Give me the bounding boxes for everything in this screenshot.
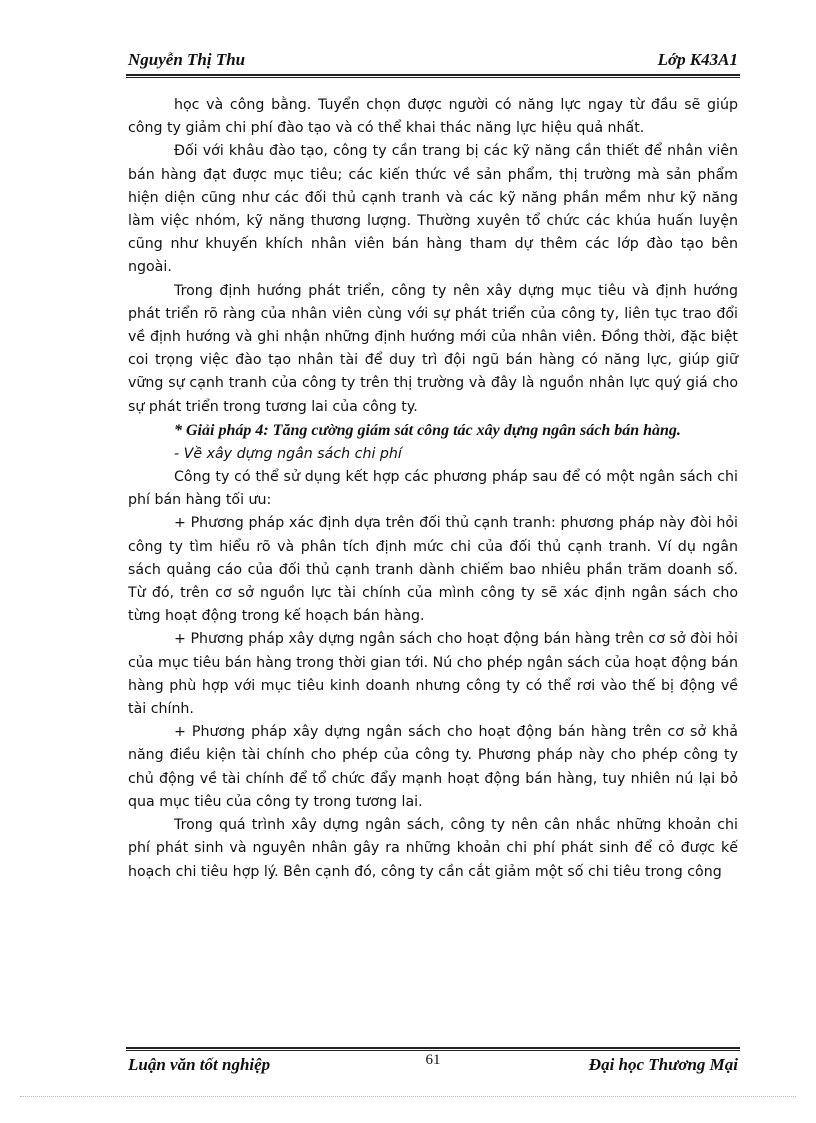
paragraph-7: + Phương pháp xây dựng ngân sách cho hoạt động bán hàng trên cơ sở khả năng điều kiện tài chính cho phép của công ty. Phương pháp này cho phép công ty chủ động về tài chính để tổ chức đẩy mạnh hoạt động bán hàng, tuy nhiên nú lại bỏ qua mục tiêu của công ty trong tương lai.	[128, 724, 738, 810]
page-header	[128, 50, 738, 74]
header-rule	[126, 74, 740, 78]
paragraph-1: học và công bằng. Tuyển chọn được người có năng lực ngay từ đầu sẽ giúp công ty giảm chi phí đào tạo và có thể khai thác năng lực hiệu quả nhất.	[128, 97, 738, 137]
paragraph-5: + Phương pháp xác định dựa trên đối thủ cạnh tranh: phương pháp này đòi hỏi công ty tìm hiểu rõ và phân tích định mức chi của đối thủ cạnh tranh. Ví dụ ngân sách quảng cáo của đối thủ cạnh tranh dành chiếm bao nhiêu phần trăm doanh số. Từ đó, trên cơ sở nguồn lực tài chính của mình công ty sẽ xác định ngân sách cho từng hoạt động trong kế hoạch bán hàng.	[128, 515, 738, 625]
page-number: 61	[425, 1052, 441, 1068]
page-body	[128, 94, 738, 884]
footer-thesis-label: Luận văn tốt nghiệp	[128, 1055, 271, 1074]
footer-university: Đại học Thương Mại	[588, 1055, 738, 1074]
header-author: Nguyễn Thị Thu	[128, 50, 246, 69]
page-edge-dotted-line	[20, 1096, 796, 1097]
paragraph-4: Công ty có thể sử dụng kết hợp các phương pháp sau để có một ngân sách chi phí bán hàng tối ưu:	[128, 469, 738, 509]
page-footer	[128, 1052, 738, 1076]
header-class: Lớp K43A1	[657, 50, 738, 69]
footer-rule	[126, 1047, 740, 1051]
paragraph-3: Trong định hướng phát triển, công ty nên xây dựng mục tiêu và định hướng phát triển rõ ràng của nhân viên cùng với sự phát triển của công ty, liên tục trao đổi về định hướng và ghi nhận những định hướng mới của nhân viên. Đồng thời, đặc biệt coi trọng việc đào tạo nhân tài để duy trì đội ngũ bán hàng có năng lực, giúp giữ vững sự cạnh tranh của công ty trên thị trường và đây là nguồn nhân lực quý giá cho sự phát triển trong tương lai của công ty.	[128, 282, 738, 415]
paragraph-8: Trong quá trình xây dựng ngân sách, công ty nên cân nhắc những khoản chi phí phát sinh và nguyên nhân gây ra những khoản chi phí phát sinh để cỏ được kế hoạch chi tiêu hợp lý. Bên cạnh đó, công ty cần cắt giảm một số chi tiêu trong công	[128, 817, 738, 880]
section-heading: * Giải pháp 4: Tăng cường giám sát công tác xây dựng ngân sách bán hàng.	[174, 421, 681, 439]
paragraph-2: Đối với khâu đào tạo, công ty cần trang bị các kỹ năng cần thiết để nhân viên bán hàng đạt được mục tiêu; các kiến thức về sản phẩm, thị trường mà sản phẩm hiện diện cũng như các đối thủ cạnh tranh và các kỹ năng phần mềm như kỹ năng làm việc nhóm, kỹ năng thương lượng. Thường xuyên tổ chức các khúa huấn luyện cũng như khuyến khích nhân viên bán hàng tham dự thêm các lớp đào tạo bên ngoài.	[128, 143, 738, 276]
sub-heading: - Về xây dựng ngân sách chi phí	[174, 445, 402, 462]
paragraph-6: + Phương pháp xây dựng ngân sách cho hoạt động bán hàng trên cơ sở đòi hỏi của mục tiêu bán hàng trong thời gian tới. Nú cho phép ngân sách của hoạt động bán hàng phù hợp với mục tiêu kinh doanh nhưng công ty có thể rơi vào thế bị động về tài chính.	[128, 631, 738, 718]
